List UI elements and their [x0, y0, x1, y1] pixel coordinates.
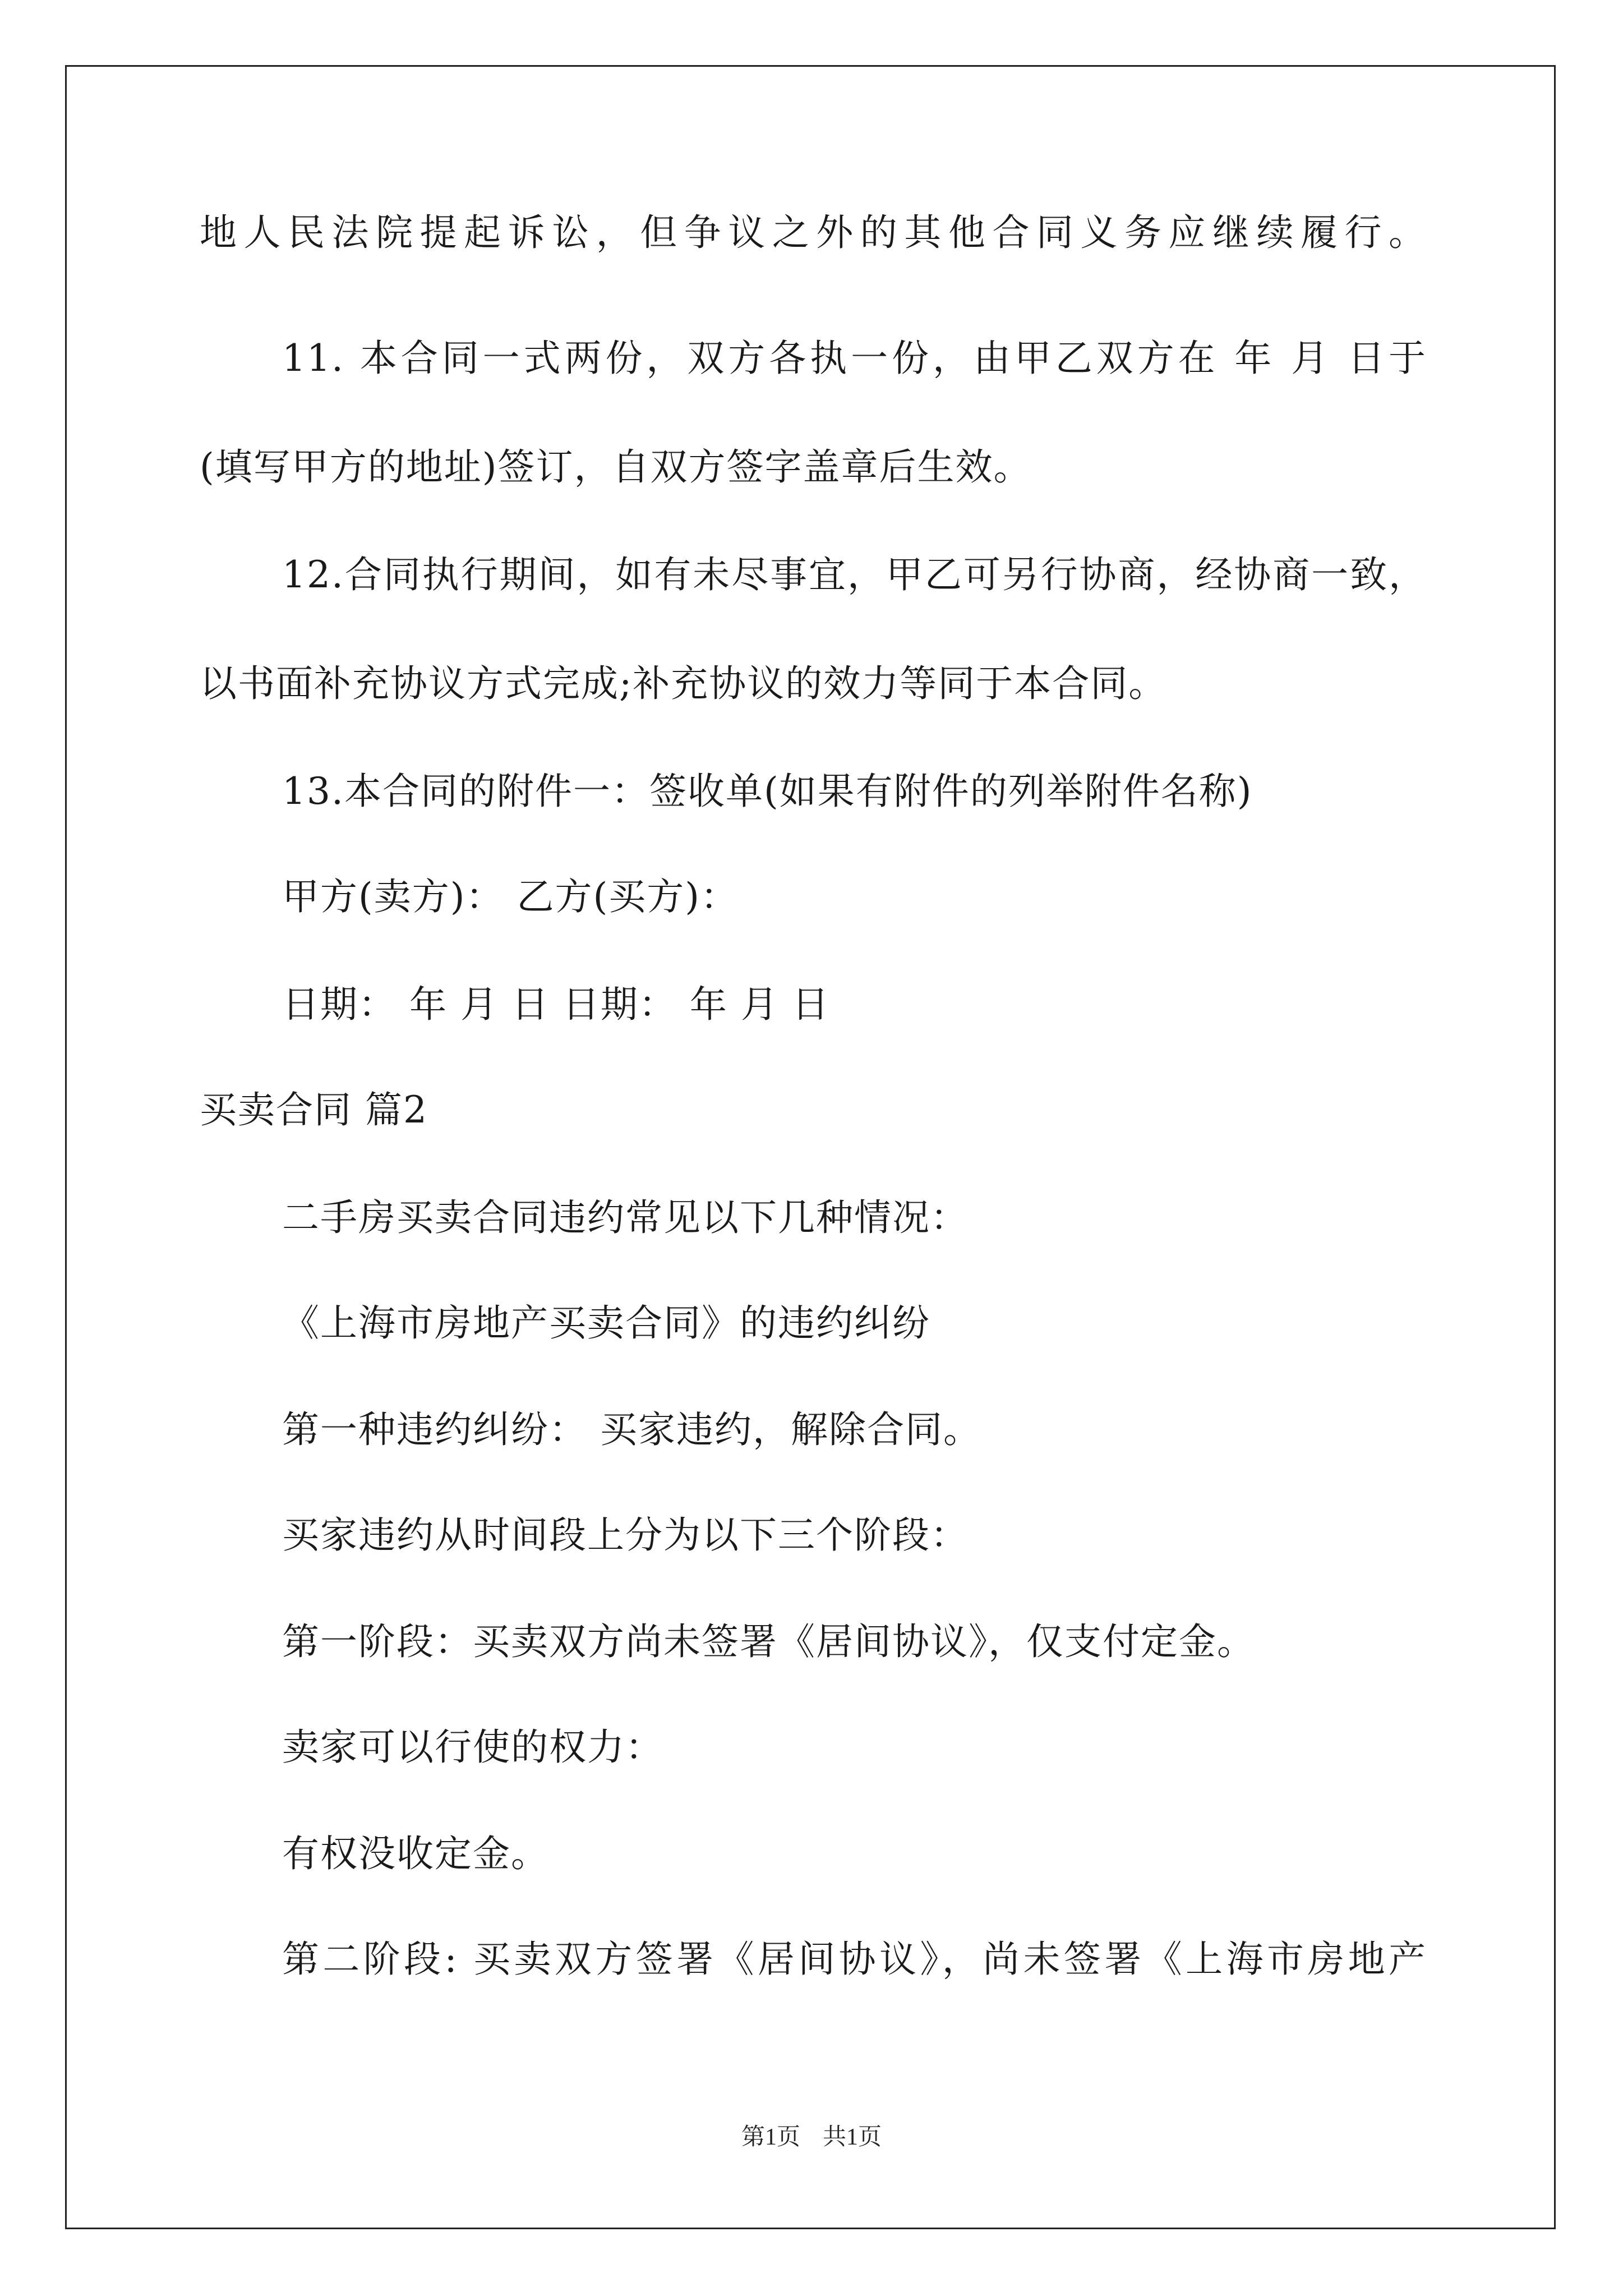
- page-total: 共1页: [823, 2124, 882, 2150]
- paragraph-line: 卖家可以行使的权力：: [282, 1726, 663, 1769]
- paragraph-line: 第一阶段：买卖双方尚未签署《居间协议》，仅支付定金。: [282, 1620, 1255, 1663]
- paragraph-line: 12.合同执行期间，如有未尽事宜，甲乙可另行协商，经协商一致，: [282, 553, 1427, 596]
- paragraph-line: 以书面补充协议方式完成;补充协议的效力等同于本合同。: [200, 662, 1167, 705]
- paragraph-line: 13.本合同的附件一：签收单(如果有附件的列举附件名称): [282, 770, 1253, 813]
- section-heading: 买卖合同 篇2: [200, 1088, 428, 1131]
- page-border: [65, 65, 1556, 2229]
- paragraph-line: 11. 本合同一式两份，双方各执一份，由甲乙双方在 年 月 日于: [282, 337, 1427, 380]
- paragraph-line: 有权没收定金。: [282, 1832, 549, 1875]
- paragraph-line: 第一种违约纠纷： 买家违约，解除合同。: [282, 1408, 981, 1451]
- signature-date-line: 日期： 年 月 日 日期： 年 月 日: [282, 983, 830, 1026]
- signature-party-line: 甲方(卖方)： 乙方(买方)：: [282, 875, 739, 918]
- page-number: 第1页: [741, 2124, 800, 2150]
- paragraph-line: 买家违约从时间段上分为以下三个阶段：: [282, 1513, 969, 1557]
- paragraph-line: 地人民法院提起诉讼，但争议之外的其他合同义务应继续履行。: [200, 211, 1427, 254]
- paragraph-line: 二手房买卖合同违约常见以下几种情况：: [282, 1196, 969, 1239]
- paragraph-line: 第二阶段: 买卖双方签署《居间协议》，尚未签署《上海市房地产: [282, 1938, 1427, 1981]
- page-footer: [0, 2120, 1623, 2154]
- paragraph-line: (填写甲方的地址)签订，自双方签字盖章后生效。: [200, 445, 1032, 489]
- paragraph-line: 《上海市房地产买卖合同》的违约纠纷: [282, 1301, 930, 1345]
